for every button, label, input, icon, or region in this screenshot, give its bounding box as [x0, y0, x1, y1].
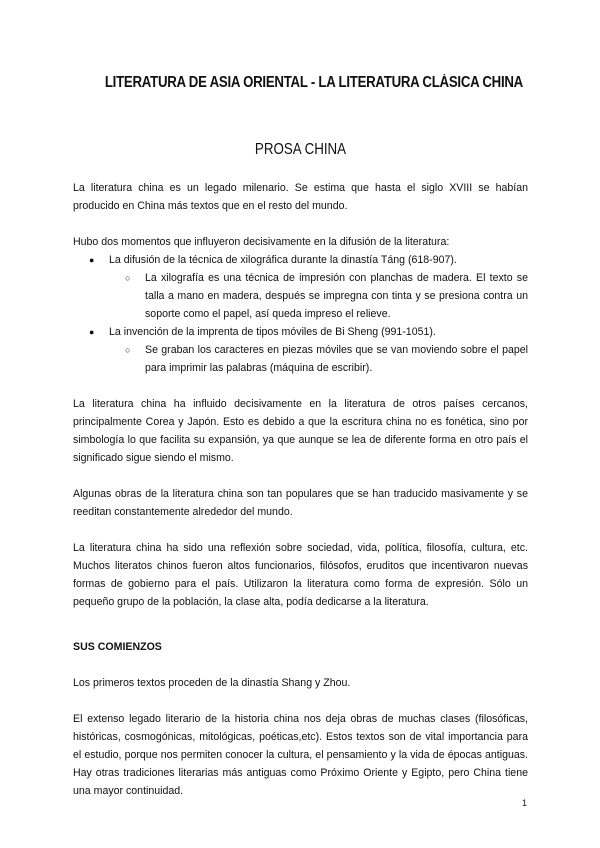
- paragraph-primeros-textos: Los primeros textos proceden de la dinastía Shang y Zhou.: [73, 677, 351, 689]
- paragraph-dos-momentos: Hubo dos momentos que influyeron decisivamente en la difusión de la literatura:: [73, 236, 450, 248]
- momentos-list: [73, 251, 528, 377]
- sub-list-item-text: Se graban los caracteres en piezas móviles que se van moviendo sobre el papel para imprimir las palabras (máquina de escribir).: [145, 344, 528, 374]
- sub-list: [109, 341, 528, 377]
- list-item-text: La invención de la imprenta de tipos móviles de Bi Sheng (991-1051).: [109, 326, 436, 338]
- hollow-bullet-icon: ○: [125, 273, 131, 283]
- document-title: LITERATURA DE ASIA ORIENTAL - LA LITERATURA CLÁSICA CHINA: [104, 74, 523, 91]
- paragraph-legado-literario: El extenso legado literario de la historia china nos deja obras de muchas clases (filosóficas, históricas, cosmogónicas, mitológicas, poéticas,etc). Estos textos son de vital importancia para el estudio, porque nos permiten conocer la cultura, el pensamiento y la vida de épocas antiguas. Hay otras tradiciones literarias más antiguas como Próximo Oriente y Egipto, pero China tiene una mayor continuidad.: [73, 713, 528, 797]
- sub-list-item-text: La xilografía es una técnica de impresión con planchas de madera. El texto se talla a mano en madera, después se impregna con tinta y se presiona contra un soporte como el papel, así queda impreso el relieve.: [145, 272, 528, 320]
- sub-list: [109, 269, 528, 323]
- paragraph-obras-populares: Algunas obras de la literatura china son tan populares que se han traducido masivamente y se reeditan constantemente alrededor del mundo.: [73, 488, 528, 518]
- filled-bullet-icon: ●: [89, 327, 95, 337]
- filled-bullet-icon: ●: [89, 255, 95, 265]
- paragraph-legado: La literatura china es un legado milenario. Se estima que hasta el siglo XVIII se habían producido en China más textos que en el resto del mundo.: [73, 182, 528, 212]
- hollow-bullet-icon: ○: [125, 345, 131, 355]
- paragraph-reflexion: La literatura china ha sido una reflexión sobre sociedad, vida, política, filosofía, cultura, etc. Muchos literatos chinos fueron altos funcionarios, filósofos, eruditos que incentivaron nuevas formas de gobierno para el país. Utilizaron la literatura como forma de expresión. Sólo un pequeño grupo de la población, la clase alta, podía dedicarse a la literatura.: [73, 542, 528, 608]
- list-item-text: La difusión de la técnica de xilográfica durante la dinastía Táng (618-907).: [109, 254, 457, 266]
- paragraph-influencia: La literatura china ha influido decisivamente en la literatura de otros países cercanos, principalmente Corea y Japón. Esto es debido a que la escritura china no es fonética, sino por simbología lo que facilita su expansión, ya que aunque se lea de diferente forma en otro país el significado sigue siendo el mismo.: [73, 398, 528, 464]
- list-item-xilografia: [73, 251, 528, 323]
- page-number: 1: [521, 798, 527, 808]
- list-item-imprenta: [73, 323, 528, 377]
- section-heading-comienzos: SUS COMIENZOS: [73, 641, 162, 653]
- section-title-prosa-china: PROSA CHINA: [254, 141, 347, 158]
- sub-list-item: [109, 341, 528, 377]
- sub-list-item: [109, 269, 528, 323]
